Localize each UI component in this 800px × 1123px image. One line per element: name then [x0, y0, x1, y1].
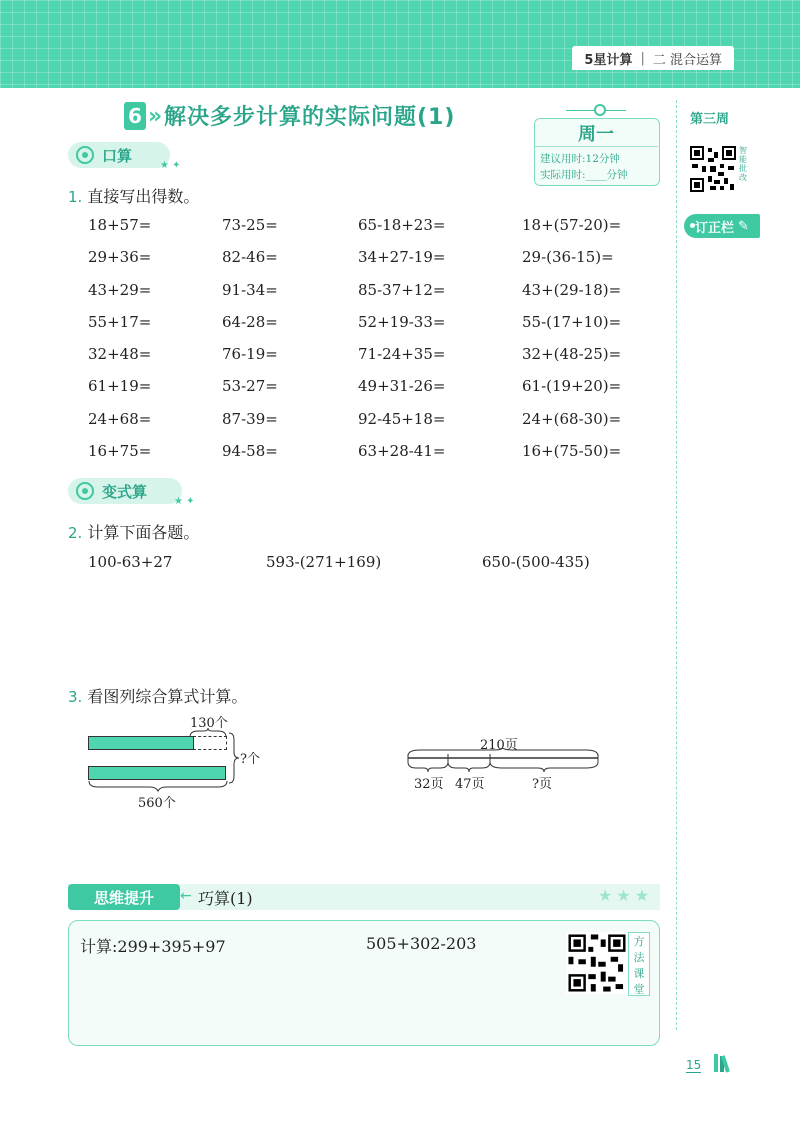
q2-text: 计算下面各题。 [87, 523, 200, 542]
q1-row [88, 345, 648, 369]
q1-cell: 16+(75-50)= [522, 442, 622, 460]
q1-cell: 61-(19+20)= [522, 377, 622, 395]
thinking-question-2: 505+302-203 [366, 934, 477, 953]
thinking-question-1: 计算:299+395+97 [80, 937, 226, 956]
method-char: 方 [633, 935, 645, 948]
q1-cell: 61+19= [88, 377, 152, 395]
section-oral-pill [68, 142, 170, 168]
q1-cell: 76-19= [222, 345, 278, 363]
q1-row [88, 248, 648, 272]
header-separator: | [640, 50, 645, 66]
q2-item: 650-(500-435) [482, 553, 590, 571]
star-rating-icon: ★★★ [598, 886, 654, 905]
q1-cell: 32+48= [88, 345, 152, 363]
q1-cell: 18+57= [88, 216, 152, 234]
target-icon [76, 482, 94, 500]
star-icon: ★ ✦ [174, 496, 195, 507]
q1-number: 1. [68, 188, 83, 206]
q1-cell: 85-37+12= [358, 281, 446, 299]
q1-cell: 29-(36-15)= [522, 248, 614, 266]
lesson-number-badge: 6 [124, 102, 146, 130]
q1-cell: 55+17= [88, 313, 152, 331]
books-icon [712, 1052, 738, 1074]
method-char: 法 [633, 951, 645, 964]
q1-cell: 52+19-33= [358, 313, 446, 331]
diagram1-bar-bottom [88, 766, 226, 780]
actual-time: 实际用时:____分钟 [540, 169, 628, 181]
arrow-left-icon: ← [180, 888, 192, 904]
method-char: 课 [633, 967, 645, 980]
q1-cell: 16+75= [88, 442, 152, 460]
q1-cell: 92-45+18= [358, 410, 446, 428]
q1-row [88, 313, 648, 337]
q1-cell: 65-18+23= [358, 216, 446, 234]
q3-number: 3. [68, 688, 83, 706]
q3-text: 看图列综合算式计算。 [87, 687, 248, 706]
q1-cell: 24+68= [88, 410, 152, 428]
q1-row [88, 410, 648, 434]
qr-code-icon[interactable] [566, 932, 628, 994]
q1-row [88, 281, 648, 305]
pin-icon [594, 104, 606, 116]
q1-row [88, 377, 648, 401]
q1-cell: 29+36= [88, 248, 152, 266]
sidebar-divider [676, 100, 677, 1030]
diagram1-base-brace [88, 780, 228, 792]
q1-text: 直接写出得数。 [87, 187, 200, 206]
q3-heading [68, 684, 247, 707]
q2-heading [68, 520, 199, 543]
q1-cell: 49+31-26= [358, 377, 446, 395]
q1-cell: 87-39= [222, 410, 278, 428]
day-label: 周一 [534, 120, 658, 147]
thinking-label: 思维提升 [68, 884, 180, 910]
method-char: 堂 [633, 983, 645, 996]
diagram2-total-label: 210页 [480, 738, 518, 753]
method-class-label [628, 932, 650, 996]
page-number: 15 [686, 1058, 702, 1072]
week-label: 第三周 [690, 112, 730, 127]
q1-cell: 53-27= [222, 377, 278, 395]
q2-number: 2. [68, 524, 83, 542]
top-banner [0, 0, 800, 88]
q1-cell: 34+27-19= [358, 248, 446, 266]
q1-heading [68, 184, 199, 207]
section-oral-title: 口算 [102, 146, 133, 165]
header-tab [572, 46, 734, 70]
q1-cell: 94-58= [222, 442, 278, 460]
q2-item: 593-(271+169) [266, 553, 382, 571]
chevron-right-icon: » [148, 104, 163, 129]
q1-cell: 82-46= [222, 248, 278, 266]
section-variant-title: 变式算 [102, 482, 148, 501]
lesson-title: 解决多步计算的实际问题(1) [164, 105, 456, 130]
q1-cell: 55-(17+10)= [522, 313, 622, 331]
thinking-subtitle: 巧算(1) [198, 889, 253, 908]
q1-row [88, 216, 648, 240]
q2-item: 100-63+27 [88, 553, 173, 571]
q1-cell: 43+(29-18)= [522, 281, 622, 299]
q1-cell: 43+29= [88, 281, 152, 299]
section-variant-pill [68, 478, 182, 504]
diagram2-seg2-label: 47页 [455, 777, 485, 792]
unit-title: 二 混合运算 [652, 52, 722, 68]
diagram1-bar-top [88, 736, 194, 750]
suggested-time: 建议用时:12分钟 [540, 153, 620, 165]
pencil-icon: ✎ [738, 218, 749, 234]
diagram1-base-label: 560个 [138, 796, 176, 811]
diagram1-bar-extra [193, 736, 227, 750]
diagram2-seg3-label: ?页 [532, 777, 552, 792]
q1-cell: 64-28= [222, 313, 278, 331]
diagram1-total-brace [228, 732, 240, 784]
q1-cell: 73-25= [222, 216, 278, 234]
qr-code-icon[interactable] [688, 144, 738, 194]
star-icon: ★ ✦ [160, 160, 181, 171]
book-title: 5星计算 [584, 52, 633, 68]
stopwatch-icon [76, 146, 94, 164]
q1-cell: 71-24+35= [358, 345, 446, 363]
correction-label: 订正栏 [695, 220, 735, 236]
diagram2-seg1-label: 32页 [414, 777, 444, 792]
q1-cell: 24+(68-30)= [522, 410, 622, 428]
qr-caption: 智能批改 [739, 146, 747, 182]
q1-cell: 63+28-41= [358, 442, 446, 460]
correction-tab[interactable] [684, 214, 760, 238]
q1-cell: 32+(48-25)= [522, 345, 622, 363]
q1-cell: 91-34= [222, 281, 278, 299]
q1-cell: 18+(57-20)= [522, 216, 622, 234]
diagram1-total-label: ?个 [240, 752, 260, 767]
diagram1-extra-label: 130个 [190, 716, 228, 731]
dot-icon [690, 223, 695, 228]
q1-row [88, 442, 648, 466]
